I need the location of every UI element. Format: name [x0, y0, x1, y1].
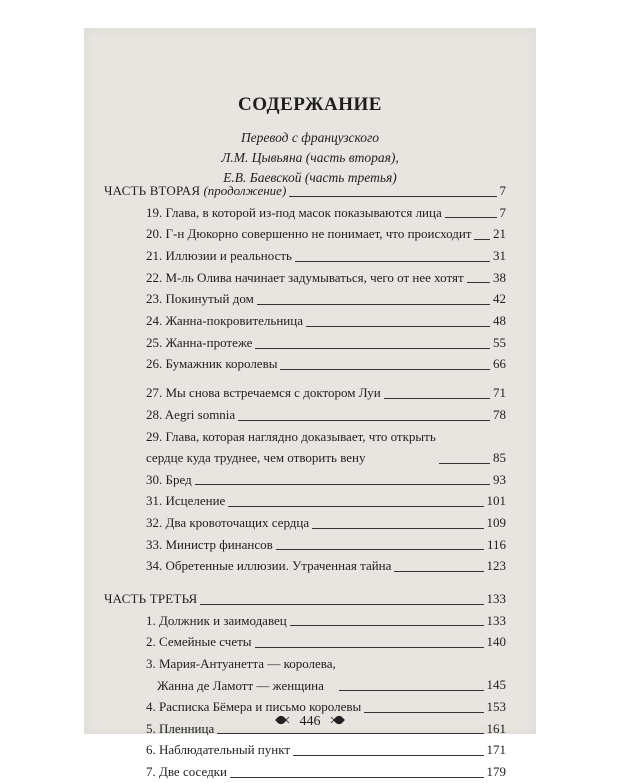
toc-entry[interactable]	[104, 631, 506, 653]
page-ref: 66	[493, 356, 506, 372]
toc-entry[interactable]	[104, 555, 506, 577]
table-of-contents	[104, 180, 506, 783]
toc-entry[interactable]	[104, 534, 506, 556]
chapter-title: 5. Пленница	[146, 720, 215, 736]
chapter-title: 24. Жанна-покровительница	[146, 313, 303, 329]
chapter-title-line: 29. Глава, которая наглядно доказывает, что открыть	[146, 428, 436, 444]
page-ref: 7	[499, 204, 506, 220]
page-ref: 123	[486, 558, 506, 574]
chapter-title: 21. Иллюзии и реальность	[146, 248, 292, 264]
chapter-title: 31. Исцеление	[146, 493, 226, 509]
dot-leader	[238, 420, 490, 421]
page-title: СОДЕРЖАНИЕ	[238, 94, 382, 115]
toc-entry[interactable]	[104, 426, 506, 469]
chapter-title: 34. Обретенные иллюзии. Утраченная тайна	[146, 558, 392, 574]
page-ref: 38	[493, 269, 506, 285]
chapter-title	[146, 426, 436, 469]
page-ref: 133	[486, 590, 506, 606]
toc-part-entry[interactable]	[104, 180, 506, 202]
dot-leader	[195, 484, 490, 485]
chapter-title: 6. Наблюдательный пункт	[146, 742, 291, 758]
toc-entry[interactable]	[104, 739, 506, 761]
chapter-title-line: сердце куда труднее, чем отворить вену	[146, 450, 366, 466]
toc-entry[interactable]	[104, 718, 506, 740]
page-ref: 7	[499, 182, 506, 198]
dot-leader	[384, 398, 490, 399]
toc-entry[interactable]	[104, 653, 506, 696]
dot-leader	[230, 777, 484, 778]
chapter-title: 4. Расписка Бёмера и письмо королевы	[146, 699, 362, 715]
dot-leader	[339, 690, 484, 691]
dot-leader	[474, 239, 490, 240]
dot-leader	[255, 348, 490, 349]
page-ref: 140	[486, 634, 506, 650]
translator-line: Е.В. Баевской (часть третья)	[223, 170, 397, 185]
toc-entry[interactable]	[104, 267, 506, 289]
chapter-title: 25. Жанна-протеже	[146, 334, 253, 350]
chapter-title: 26. Бумажник королевы	[146, 356, 278, 372]
dot-leader	[280, 369, 490, 370]
page-ref: 78	[493, 406, 506, 422]
toc-entry[interactable]	[104, 245, 506, 267]
dot-leader	[312, 528, 483, 529]
chapter-title	[146, 653, 336, 696]
chapter-title-line: 3. Мария-Антуанетта — королева,	[146, 656, 336, 672]
part-label: ЧАСТЬ ТРЕТЬЯ	[104, 590, 198, 606]
page-ref: 31	[493, 248, 506, 264]
dot-leader	[290, 625, 484, 626]
chapter-title-line: Жанна де Ламотт — женщина	[157, 677, 324, 693]
chapter-title: 23. Покинутый дом	[146, 291, 254, 307]
chapter-title: 33. Министр финансов	[146, 536, 273, 552]
page-ref: 171	[486, 742, 506, 758]
toc-part-entry[interactable]	[104, 588, 506, 610]
chapter-title: 19. Глава, в которой из-под масок показываются лица	[146, 204, 442, 220]
dot-leader	[295, 261, 490, 262]
dot-leader	[289, 196, 496, 197]
page-ref: 93	[493, 471, 506, 487]
chapter-title: 28. Aegri somnia	[146, 406, 236, 422]
chapter-title: 22. М-ль Олива начинает задумываться, чего от нее хотят	[146, 269, 464, 285]
toc-entry[interactable]	[104, 382, 506, 404]
toc-entry[interactable]	[104, 469, 506, 491]
chapter-title: 2. Семейные счеты	[146, 634, 252, 650]
dot-leader	[257, 304, 490, 305]
page-ref: 101	[486, 493, 506, 509]
chapter-title: 7. Две соседки	[146, 764, 227, 780]
toc-entry[interactable]	[104, 310, 506, 332]
toc-entry[interactable]	[104, 202, 506, 224]
toc-entry[interactable]	[104, 288, 506, 310]
page-ref: 71	[493, 385, 506, 401]
translator-line: Л.М. Цывьяна (часть вторая),	[221, 150, 399, 165]
page-ref: 109	[486, 514, 506, 530]
chapter-title: 27. Мы снова встречаемся с доктором Луи	[146, 385, 381, 401]
dot-leader	[276, 549, 484, 550]
page-ref: 42	[493, 291, 506, 307]
page-ref: 21	[493, 226, 506, 242]
toc-entry[interactable]	[104, 332, 506, 354]
page-ref: 116	[486, 536, 506, 552]
toc-entry[interactable]	[104, 512, 506, 534]
page-ref: 153	[486, 699, 506, 715]
page-ref: 133	[486, 612, 506, 628]
toc-entry[interactable]	[104, 761, 506, 783]
toc-entry[interactable]	[104, 696, 506, 718]
dot-leader	[255, 647, 484, 648]
page-ref: 179	[486, 764, 506, 780]
chapter-title: 1. Должник и заимодавец	[146, 612, 287, 628]
toc-entry[interactable]	[104, 223, 506, 245]
translator-line: Перевод с французского	[240, 130, 380, 145]
dot-leader	[200, 604, 483, 605]
dot-leader	[306, 326, 490, 327]
chapter-title: 32. Два кровоточащих сердца	[146, 514, 310, 530]
toc-entry[interactable]	[104, 490, 506, 512]
page-ref: 161	[486, 720, 506, 736]
part-note: (продолжение)	[203, 182, 287, 198]
dot-leader	[217, 733, 483, 734]
chapter-title: 30. Бред	[146, 471, 192, 487]
toc-entry[interactable]	[104, 404, 506, 426]
dot-leader	[439, 463, 490, 464]
toc-entry[interactable]	[104, 610, 506, 632]
page-ref: 55	[493, 334, 506, 350]
page-number: 446	[299, 714, 321, 729]
page-ref: 85	[493, 449, 506, 465]
chapter-title: 20. Г-н Дюкорно совершенно не понимает, что происходит	[146, 226, 472, 242]
part-label: ЧАСТЬ ВТОРАЯ	[104, 182, 201, 198]
toc-entry[interactable]	[104, 354, 506, 376]
dot-leader	[228, 506, 483, 507]
page-ref: 145	[486, 677, 506, 693]
dot-leader	[467, 282, 490, 283]
page-ref: 48	[493, 313, 506, 329]
dot-leader	[364, 712, 483, 713]
dot-leader	[445, 217, 497, 218]
dot-leader	[394, 571, 483, 572]
